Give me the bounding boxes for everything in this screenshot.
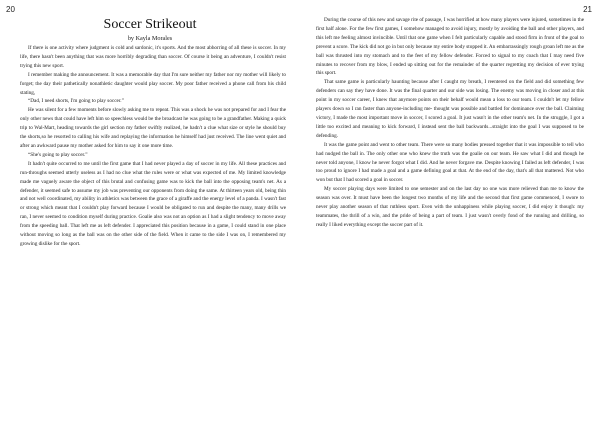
paragraph: “She's going to play soccer.” (28, 151, 88, 158)
paragraph: During the course of this new and savage rite of passage, I was horrified at how many players were injured, sometimes in the first half alone. For the few first games, I somehow managed to avoid injury, mostly by avoiding the ball and other players, and this left me feeling almost invincible. Until that one game when I felt particularly capable and stood firm in front of the goal to prevent a score. The kick did not go in but only because my entire body stopped it. An embarrassingly rough groan left me as the ball was thrusted into my stomach and to the feet of my fellow defender. Forced to signal to my coach that I may need five minutes to recover from my blow, I ended up sitting out for the remainder of the quarter regretting my decision of ever trying this sport. (316, 17, 584, 77)
paragraph: That same game is particularly haunting because after I caught my breath, I reentered on the field and did something few defenders can say they have done. It was the final quarter and our side was losing. The enemy was moving in closer and at this point in my soccer career, I knew that anymore points on their behalf would mean a loss to our team. I couldn't let my fellow players down so I ran faster than anyone-including me- thought was possible and battled for dominance over the ball. Claiming victory, I made the most important move in soccer, I scored a goal. It just wasn't in the other team's net. In the struggle, I got a little too excited and meaning to kick forward, I instead sent the ball backwards...straight into the goal I was supposed to be defending. (316, 79, 584, 139)
right-page (300, 0, 600, 424)
left-body-text (20, 44, 286, 249)
page-number: 21 (583, 5, 592, 14)
right-body-text (316, 16, 584, 230)
story-title: Soccer Strikeout (103, 17, 197, 32)
author-byline: by Kayla Morales (127, 35, 173, 42)
page-number: 20 (6, 5, 15, 14)
paragraph: He was silent for a few moments before slowly asking me to repeat. This was a shock he was not prepared for and I fear the only other news that could have left him so speechless would be the broadcast he was going to be a grandfather. Making a quick trip to Wal-Mart, heading towards the girl section my father swiftly realized, he hadn't a clue what size or style he should buy the shorts,so he resorted to calling his wife and replaying the information he himself had just received. The line went quiet and after an awkward pause my mother asked for him to say it one more time. (20, 107, 286, 149)
paragraph: It was the game point and went to other team. There were so many bodies pressed together that it was impossible to tell who had nudged the ball in. The only other one who knew the truth was the goalie on our team. He saw what I did and though he never told anyone, I know he never forgot what I did. And he never forgave me. Despite knowing I failed as left defender, I was too proud to ignore I had made a goal and a game defining goal at that. At the end of the day, that's all that mattered. Not who won but that I had scored a goal in soccer. (316, 141, 584, 184)
paragraph: My soccer playing days were limited to one semester and on the last day no one was more relieved than me to know the season was over. It must have been the longest two months of my life and the second that first game commenced, I swore to never play another season of that ruthless sport. Even with the unhappiness while playing soccer, I did enjoy it though: my teammates, the thrill of a win, and the pride of being a part of team. I just wasn't overly fond of the running and drilling, so really I liked everything except the soccer part of it. (316, 186, 584, 228)
paragraph: “Dad, I need shorts, I'm going to play soccer.” (28, 98, 124, 105)
paragraph: I remember making the announcement. It was a memorable day that I'm sure neither my father nor my mother will likely to forget; the day their pathetically nonathletic daughter would play soccer. My poor father received a phone call from his child stating, (20, 71, 286, 96)
paragraph: If there is one activity where judgment is cold and sardonic, it's sports. And the most abhorring of all these is soccer. In my life, there hasn't been anything that was more horribly degrading than soccer. Of course it being an adventure, I couldn't resist trying this new sport. (20, 45, 286, 69)
paragraph: It hadn't quite occurred to me until the first game that I had never played a day of soccer in my life. All these practices and run-throughs seemed utterly useless as I had no clue what the rules were or what was expected of me. My limited knowledge made me vaguely aware the object of this brutal and confusing game was to kick the ball into the opposing team's net. As a defender, it seemed safe to assume my job was preventing our opponents from doing the same. At thirteen years old, being thin and not well coordinated, my ability in athletics was between the grace of a giraffe and the energy level of a panda. I wasn't fast or strong which meant that I couldn't play forward because I would be obligated to run and despite the many, many drills we ran, I never seemed to condition myself during practice. Goalie also was not an option as I had a slight tendency to move away from the speeding ball. That left me as left defender. I appreciated this position because in a game, I could stand in one place without moving so long as the ball was on the other side of the field. When it came to the side I was on, I remembered my growing dislike for the sport. (20, 160, 286, 247)
